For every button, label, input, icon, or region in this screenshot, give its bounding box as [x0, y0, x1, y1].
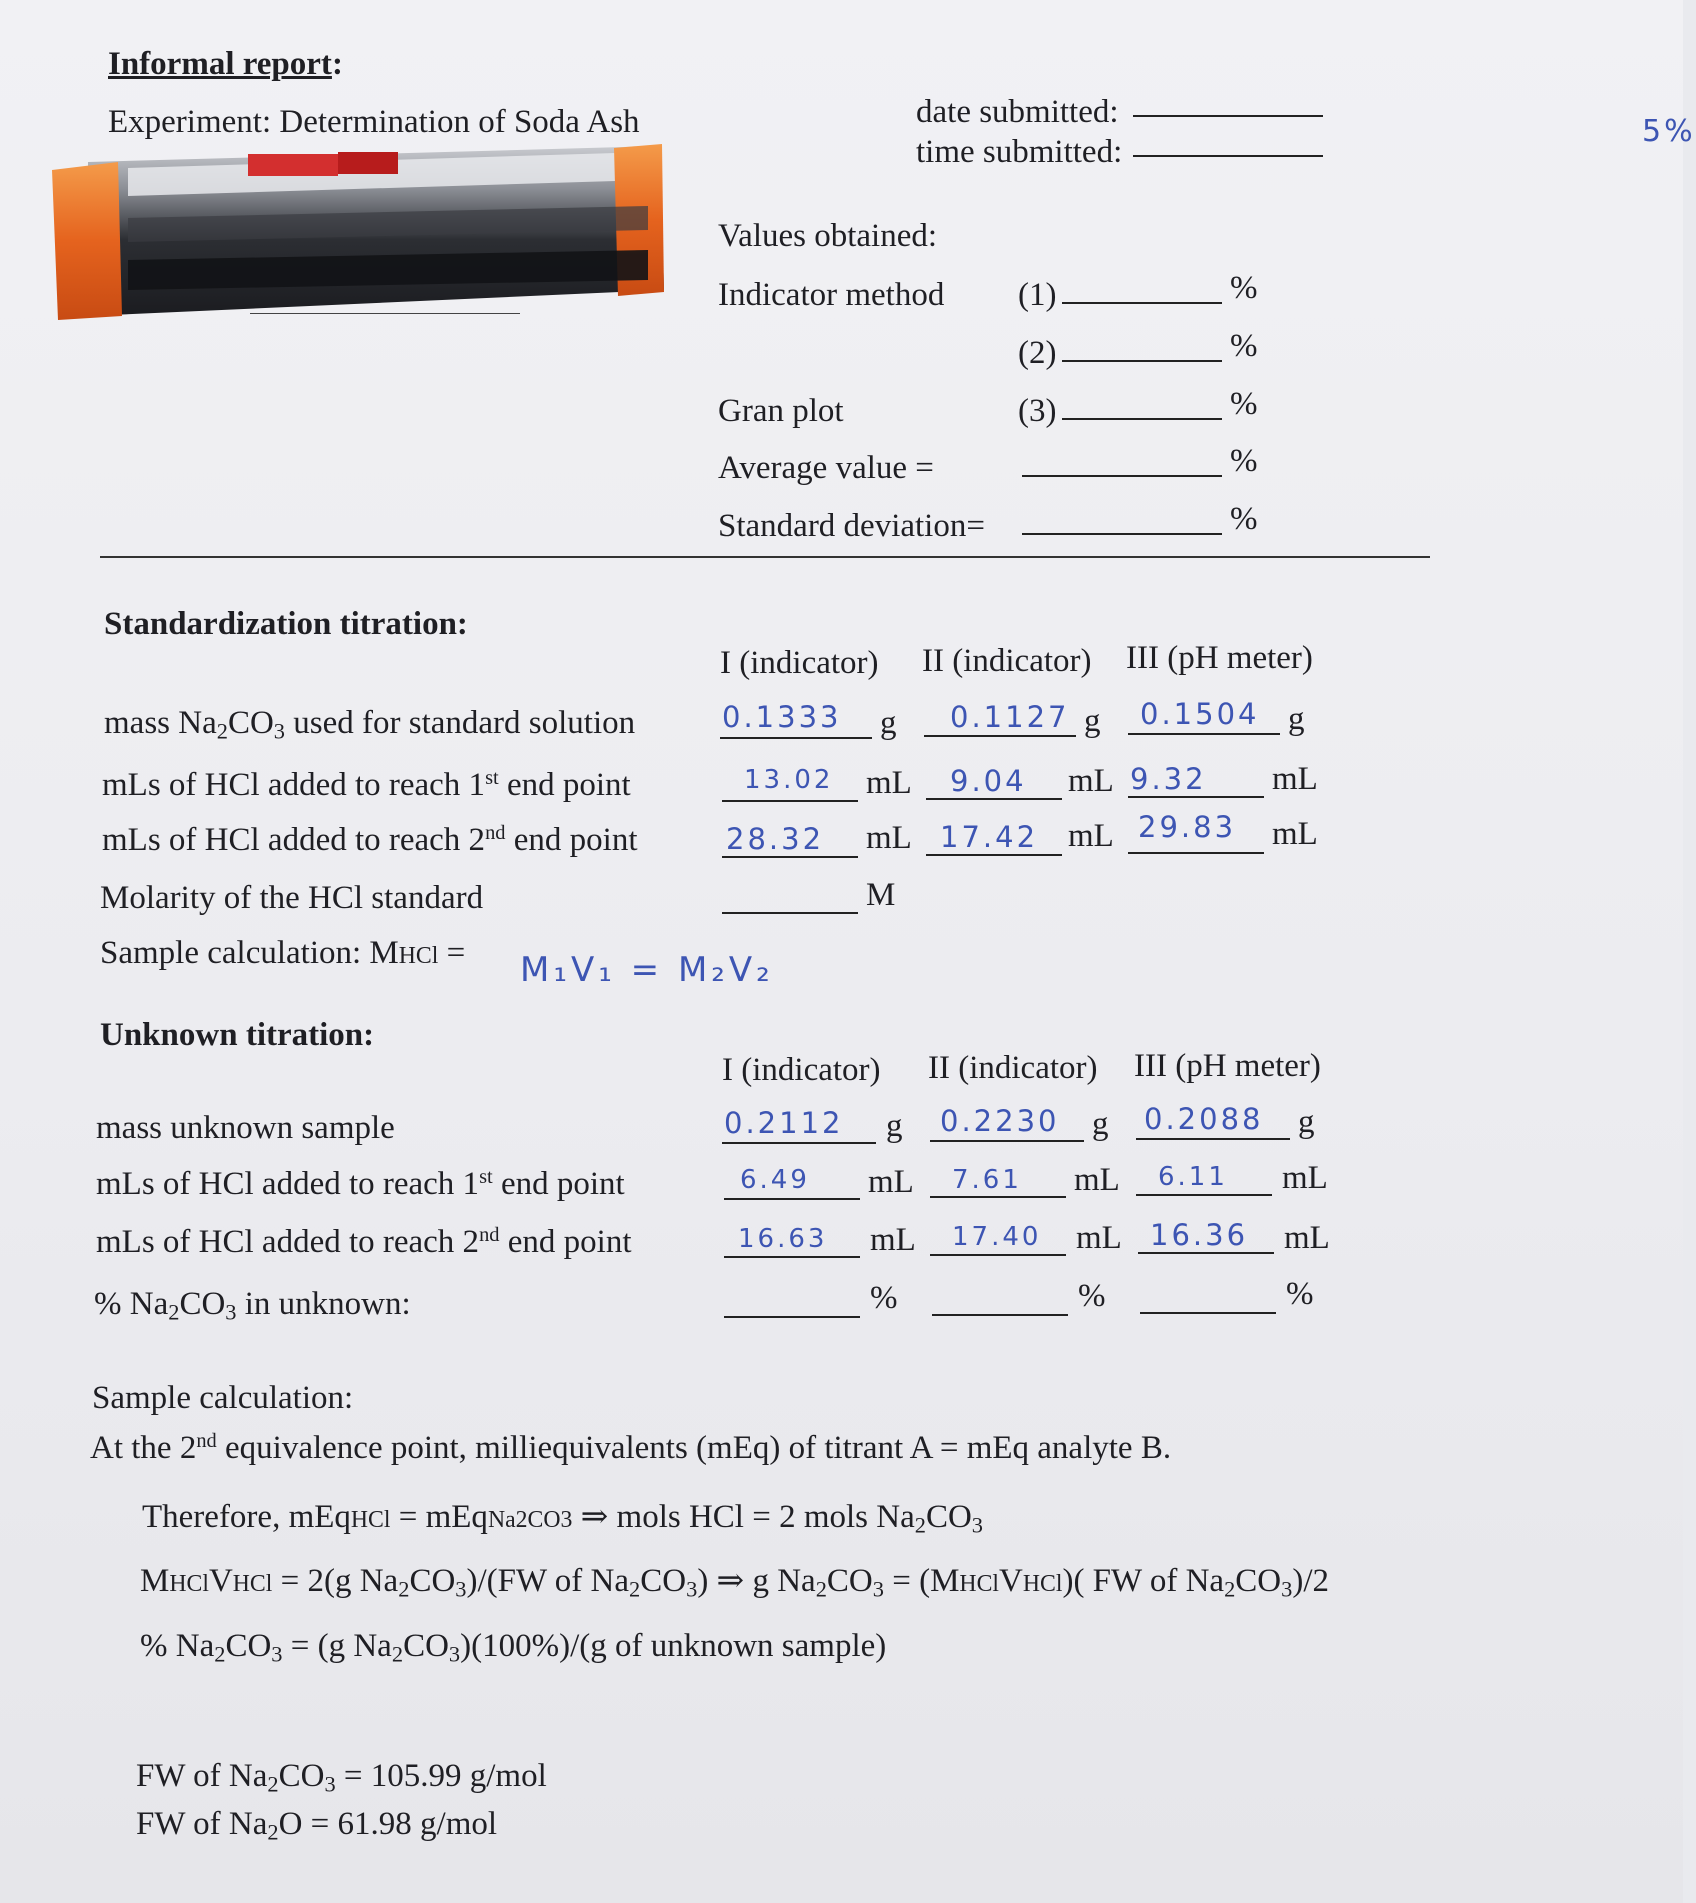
std-ep1-1-unit: mL: [866, 765, 912, 801]
unk-percent-1-field[interactable]: [724, 1316, 860, 1318]
unk-ep2-3-value: 16.36: [1150, 1218, 1249, 1252]
std-ep1-1-field[interactable]: [722, 800, 858, 802]
unk-col-1-header: I (indicator): [722, 1052, 881, 1088]
std-mass-2-field[interactable]: [924, 735, 1076, 737]
time-submitted-label: time submitted:: [916, 134, 1123, 170]
std-ep1-2-field[interactable]: [926, 798, 1062, 800]
name-line: [250, 313, 520, 314]
unk-mass-1-field[interactable]: [722, 1142, 876, 1144]
unk-ep1-2-unit: mL: [1074, 1162, 1120, 1198]
std-ep2-label: mLs of HCl added to reach 2nd end point: [102, 821, 638, 858]
unk-col-3-header: III (pH meter): [1134, 1048, 1321, 1084]
std-molarity-label: Molarity of the HCl standard: [100, 880, 484, 916]
handwritten-formula: M₁V₁ = M₂V₂: [520, 950, 774, 990]
unk-ep2-1-field[interactable]: [724, 1256, 860, 1258]
std-mass-3-unit: g: [1288, 701, 1305, 737]
std-mass-1-field[interactable]: [720, 737, 872, 739]
std-ep2-3-unit: mL: [1272, 816, 1318, 852]
unk-ep1-label: mLs of HCl added to reach 1st end point: [96, 1165, 625, 1202]
std-ep2-1-value: 28.32: [726, 822, 825, 856]
unk-ep2-3-unit: mL: [1284, 1220, 1330, 1256]
gran-plot-label: Gran plot: [718, 393, 844, 429]
unk-ep2-1-unit: mL: [870, 1222, 916, 1258]
experiment-title: Experiment: Determination of Soda Ash: [108, 104, 640, 140]
unk-ep1-3-value: 6.11: [1158, 1162, 1228, 1192]
standardization-heading: Standardization titration:: [104, 606, 468, 642]
margin-note: 5%: [1642, 114, 1696, 149]
std-mass-label: mass $Na_2CO_3$ used for standard solution: [104, 705, 636, 744]
indicator-method-label: Indicator method: [718, 277, 945, 313]
std-mass-2-value: 0.1127: [950, 700, 1070, 734]
report-title: Informal report:: [108, 46, 343, 82]
unk-mass-1-value: 0.2112: [724, 1106, 844, 1140]
std-ep1-label: mLs of HCl added to reach 1st end point: [102, 766, 631, 803]
section-divider: [100, 556, 1430, 558]
unk-mass-1-unit: g: [886, 1108, 903, 1144]
unk-ep1-1-value: 6.49: [740, 1165, 810, 1195]
unk-mass-2-field[interactable]: [930, 1140, 1084, 1142]
standard-deviation-field[interactable]: [1022, 533, 1222, 535]
value-number-1: (1): [1018, 277, 1057, 313]
std-molarity-field[interactable]: [722, 912, 858, 914]
unk-percent-2-unit: %: [1078, 1278, 1106, 1314]
std-ep2-3-field[interactable]: [1128, 852, 1264, 854]
unk-ep1-3-unit: mL: [1282, 1160, 1328, 1196]
values-heading: Values obtained:: [718, 218, 938, 254]
std-ep2-2-field[interactable]: [926, 854, 1062, 856]
unk-percent-label: % $Na_2CO_3$ in unknown:: [94, 1286, 411, 1325]
std-ep2-2-unit: mL: [1068, 818, 1114, 854]
std-ep2-1-unit: mL: [866, 820, 912, 856]
unk-ep1-2-value: 7.61: [952, 1165, 1022, 1195]
unk-mass-2-value: 0.2230: [940, 1104, 1060, 1138]
unk-percent-2-field[interactable]: [932, 1314, 1068, 1316]
standard-deviation-label: Standard deviation=: [718, 508, 985, 544]
std-mass-1-value: 0.1333: [722, 700, 842, 734]
value-number-2: (2): [1018, 335, 1057, 371]
std-ep1-3-field[interactable]: [1128, 796, 1264, 798]
unk-ep2-2-field[interactable]: [930, 1254, 1066, 1256]
unk-ep1-2-field[interactable]: [930, 1196, 1066, 1198]
std-ep2-1-field[interactable]: [722, 856, 858, 858]
std-molarity-unit: M: [866, 877, 896, 913]
fw-na2co3: FW of $Na_2CO_3 = 105.99$ g/mol: [136, 1758, 547, 1797]
unknown-heading: Unknown titration:: [100, 1017, 375, 1053]
std-ep1-2-unit: mL: [1068, 763, 1114, 799]
unk-ep2-3-field[interactable]: [1138, 1252, 1274, 1254]
unk-mass-3-value: 0.2088: [1144, 1102, 1264, 1136]
unk-col-2-header: II (indicator): [928, 1050, 1098, 1086]
unk-ep1-3-field[interactable]: [1136, 1194, 1272, 1196]
calc-line-3: MHClVHCl = 2(g $Na_2CO_3)/(FW$ of $Na_2CO_3$) ⇒ g $Na_2CO_3$ = (MHClVHCl)( FW of $Na_2CO_3)/2$: [140, 1563, 1330, 1602]
date-submitted-field[interactable]: [1133, 115, 1323, 117]
standard-deviation-unit: %: [1230, 501, 1258, 537]
unk-percent-3-unit: %: [1286, 1276, 1314, 1312]
calc-heading: Sample calculation:: [92, 1380, 354, 1416]
calc-line-2: Therefore, mEqHCl = mEqNa2CO3 ⇒ mols HCl = 2 mols $Na_2CO_3$: [142, 1499, 984, 1538]
std-sample-calc-label: Sample calculation: MHCl =: [100, 935, 466, 971]
marker-pen-photo: [48, 140, 668, 320]
std-mass-2-unit: g: [1084, 703, 1101, 739]
std-ep1-3-value: 9.32: [1130, 762, 1207, 796]
calc-line-4: % $Na_2CO_3 = (g$ $Na_2CO_3)(100\%)/(g$ of unknown sample): [140, 1628, 887, 1667]
unk-mass-label: mass unknown sample: [96, 1110, 395, 1146]
value-2-unit: %: [1230, 328, 1258, 364]
std-mass-3-value: 0.1504: [1140, 697, 1260, 731]
std-col-1-header: I (indicator): [720, 645, 879, 681]
value-2-field[interactable]: [1062, 360, 1222, 362]
value-number-3: (3): [1018, 393, 1057, 429]
unk-ep1-1-unit: mL: [868, 1164, 914, 1200]
fw-na2o: FW of $Na_2O = 61.98$ g/mol: [136, 1806, 498, 1845]
std-ep2-2-value: 17.42: [940, 820, 1039, 854]
unk-ep2-2-value: 17.40: [952, 1222, 1042, 1252]
time-submitted-field[interactable]: [1133, 155, 1323, 157]
std-ep2-3-value: 29.83: [1138, 810, 1237, 844]
calc-line-1: At the 2nd equivalence point, milliequivalents (mEq) of titrant A = mEq analyte B.: [90, 1429, 1172, 1466]
unk-mass-3-unit: g: [1298, 1104, 1315, 1140]
unk-ep2-label: mLs of HCl added to reach 2nd end point: [96, 1223, 632, 1260]
unk-ep2-2-unit: mL: [1076, 1220, 1122, 1256]
unk-percent-1-unit: %: [870, 1280, 898, 1316]
unk-mass-3-field[interactable]: [1136, 1138, 1290, 1140]
value-1-unit: %: [1230, 270, 1258, 306]
value-1-field[interactable]: [1062, 302, 1222, 304]
value-3-unit: %: [1230, 386, 1258, 422]
std-ep1-1-value: 13.02: [744, 765, 834, 795]
average-value-field[interactable]: [1022, 475, 1222, 477]
std-col-2-header: II (indicator): [922, 643, 1092, 679]
std-col-3-header: III (pH meter): [1126, 640, 1313, 676]
average-value-unit: %: [1230, 443, 1258, 479]
std-ep1-3-unit: mL: [1272, 761, 1318, 797]
unk-percent-3-field[interactable]: [1140, 1312, 1276, 1314]
unk-ep2-1-value: 16.63: [738, 1224, 828, 1254]
value-3-field[interactable]: [1062, 418, 1222, 420]
average-value-label: Average value =: [718, 450, 934, 486]
unk-ep1-1-field[interactable]: [724, 1198, 860, 1200]
unk-mass-2-unit: g: [1092, 1106, 1109, 1142]
date-submitted-label: date submitted:: [916, 94, 1119, 130]
std-ep1-2-value: 9.04: [950, 764, 1027, 798]
std-mass-1-unit: g: [880, 705, 897, 741]
std-mass-3-field[interactable]: [1128, 733, 1280, 735]
